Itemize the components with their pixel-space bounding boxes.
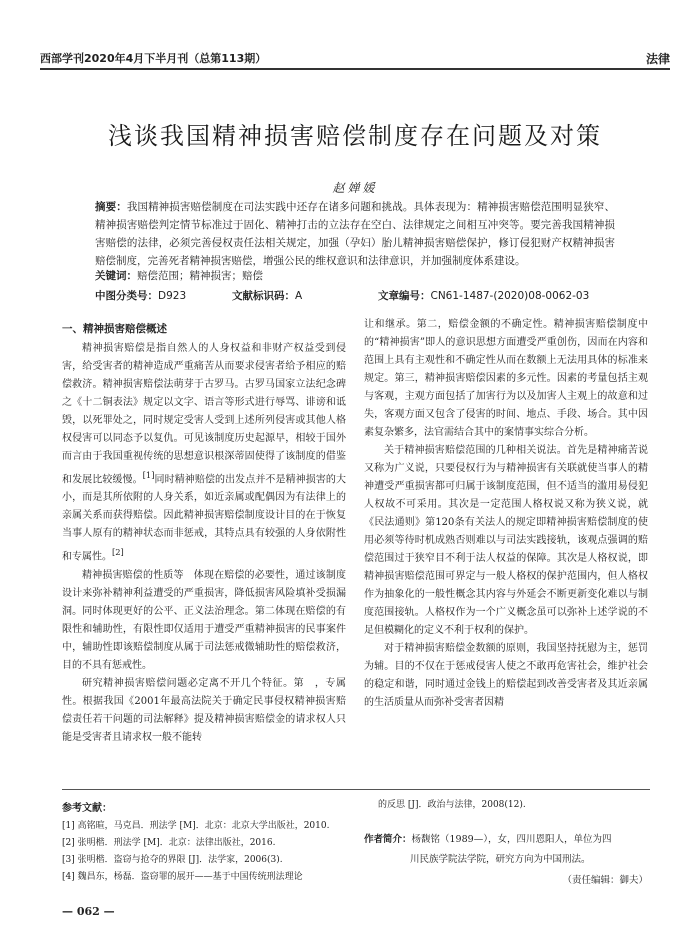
paragraph-text: 精神损害赔偿是指自然人的人身权益和非财产权益受到侵害，给受害者的精神造成严重痛苦从而要求侵害者给予相应的赔偿救济。精神损害赔偿法萌芽于古罗马。古罗马国家立法纪念碑之《十二铜表法》规定以文字、语言等形式进行辱骂、诽谤和诋毁，以死罪处之，同时规定受害人受到上述所列侵害或其他人格权侵害可以同态予以复仇。可见该制度历史起源早，相较于国外而言由于我国重视传统的思想意识根深蒂固使得了该制度的借鉴和发展比较缓慢。	[62, 343, 346, 486]
section-heading: 一、精神损害赔偿概述	[62, 323, 167, 335]
abstract-label: 摘要：	[95, 201, 127, 213]
author-name: 赵婵媛	[332, 181, 378, 195]
reference-item: [4] 魏昌东，杨磊．盗窃罪的展开——基于中国传统刑法理论	[62, 872, 303, 882]
clc-number	[95, 288, 186, 303]
article-number	[378, 288, 589, 303]
responsible-editor: （责任编辑：御夫）	[562, 875, 648, 886]
paragraph: 关于精神损害赔偿范围的几种相关说法。首先是精神痛苦说又称为广义说，只要侵权行为与精神损害有关联就使当事人的精神遭受严重损害都可归属于该制度范围，但不适当的滥用易侵犯人权故不可采用。其次是一定范围人格权说又称为狭义说，就《民法通则》第120条有关法人的规定即精神损害赔偿制度的使用必须等待时机成熟否则难以与司法实践接轨，该观点强调的赔偿范围过于狭窄目不利于法人权益的保障。其次是人格权说，即精神损害赔偿范围可界定与一般人格权的保护范围内，但人格权作为抽象化的一般性概念其内容与外延会不断更新变化难以与制度范围接轨。人格权作为一个广义概念虽可以弥补上述学说的不足但模糊化的定义不利于权利的保护。	[364, 445, 648, 636]
page-number: — 062 —	[62, 905, 115, 918]
footnote-marker: [1]	[142, 470, 155, 480]
paragraph: 对于精神损害赔偿金数额的原则，我国坚持抚慰为主，惩罚为辅。目的不仅在于惩戒侵害人使之不敢再危害社会，维护社会的稳定和谐，同时通过金钱上的赔偿起到改善受害者及其近亲属的生活质量从而弥补受害者因精	[364, 643, 648, 708]
paragraph-text: 同时精神赔偿的出发点并不是精神损害的大小，而是其所依附的人身关系，如近亲属或配偶因为有法律上的亲属关系而获得赔偿。因此精神损害赔偿制度设计目的在于恢复当事人原有的精神状态而非惩戒，其特点具有较强的人身依附性和专属性。	[62, 474, 347, 563]
document-code	[232, 288, 302, 303]
references-list	[62, 818, 352, 886]
doc-value: A	[295, 290, 303, 302]
reference-item: [2] 张明楷．刑法学 [M]．北京：法律出版社，2016.	[62, 838, 276, 848]
abstract	[95, 198, 615, 270]
article-label: 文章编号：	[378, 290, 431, 302]
paragraph	[62, 340, 346, 567]
paragraph: 精神损害赔偿的性质等 体现在赔偿的必要性，通过该制度设计来弥补精神利益遭受的严重损害，降低损害风险填补受损漏洞。同时体现更好的公平、正义法治理念。第二体现在赔偿的有限性和辅助性，有限性即仅适用于遭受严重精神损害的民事案件中，辅助性即该赔偿制度从属于司法惩戒微辅助性的赔偿救济，目的不具有惩戒性。	[62, 569, 346, 671]
references-rule	[62, 789, 650, 790]
article-value: CN61-1487-(2020)08-0062-03	[430, 290, 590, 302]
section-name: 法律	[645, 52, 670, 66]
reference-item: [1] 高铭暄，马克昌．刑法学 [M]．北京：北京大学出版社，2010.	[62, 821, 330, 831]
right-column	[364, 316, 648, 712]
abstract-text: 我国精神损害赔偿制度在司法实践中还存在诸多问题和挑战。具体表现为：精神损害赔偿范围明显狭窄、精神损害赔偿判定情节标准过于固化、精神打击的立法存在空白、法律规定之间相互冲突等。要完善我国精神损害赔偿的法律，必须完善侵权责任法相关规定，加强（孕妇）胎儿精神损害赔偿保护，修订侵犯财产权精神损害赔偿制度，完善死者精神损害赔偿，增强公民的维权意识和法律意识，并加强制度体系建设。	[95, 201, 615, 267]
paragraph: 让和继承。第二，赔偿金额的不确定性。精神损害赔偿制度中的“精神损害”即人的意识思想方面遭受严重创伤，因而在内容和范围上具有主观性和不确定性从而在数额上无法用具体的标准来规定。第三，精神损害赔偿因素的多元性。因素的考量包括主观与客观，主观方面包括了加害行为以及加害人主观上的故意和过失，客观方面又包含了侵害的时间、地点、手段、场合。其中因素复杂繁多，法官需结合其中的案情事实综合分析。	[364, 319, 648, 438]
keywords	[95, 268, 263, 283]
reference-continuation: 的反思 [J]．政治与法律，2008(12).	[378, 800, 526, 810]
clc-value: D923	[158, 290, 187, 302]
reference-item: [3] 张明楷．盗窃与抢夺的界限 [J]．法学家，2006(3).	[62, 855, 283, 865]
footnote-marker: [2]	[112, 547, 124, 558]
author-info-text: 杨馥铭（1989—），女，四川恩阳人，单位为四	[411, 834, 612, 845]
keywords-label: 关键词：	[95, 270, 137, 282]
author-info	[364, 830, 648, 870]
left-column	[62, 316, 346, 747]
paragraph: 研究精神损害赔偿问题必定离不开几个特征。第 ，专属性。根据我国《2001年最高法院关于确定民事侵权精神损害赔偿责任若干问题的司法解释》提及精神损害赔偿金的请求权人只能是受害者且请求权一般不能转	[62, 677, 346, 743]
header-rule	[40, 68, 670, 70]
doc-label: 文献标识码：	[232, 290, 295, 302]
keywords-text: 赔偿范围；精神损害；赔偿	[137, 270, 263, 282]
author-info-label: 作者简介：	[364, 834, 412, 845]
author-info-continuation: 川民族学院法学院，研究方向为中国刑法。	[410, 854, 591, 865]
journal-name: 西部学刊2020年4月下半月刊（总第113期）	[40, 52, 267, 65]
article-title: 浅谈我国精神损害赔偿制度存在问题及对策	[108, 122, 602, 150]
clc-label: 中图分类号：	[95, 290, 158, 302]
references-title: 参考文献：	[62, 803, 112, 814]
